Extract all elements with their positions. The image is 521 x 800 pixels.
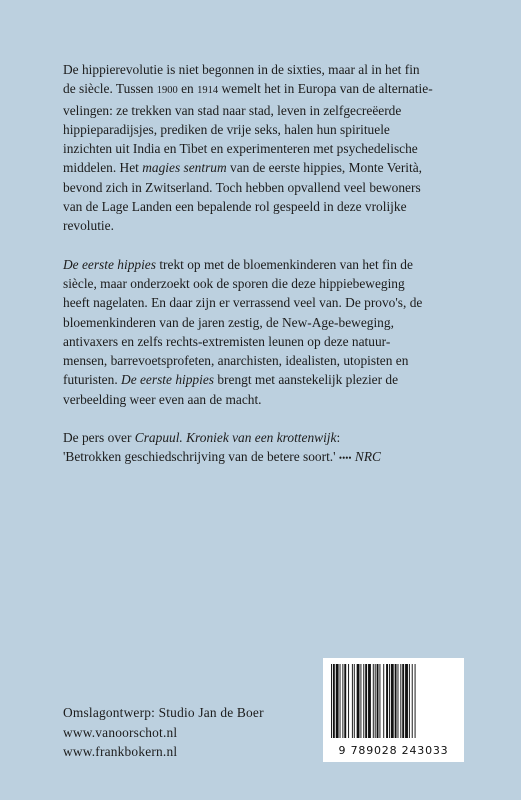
barcode-bar [344, 664, 346, 738]
text-line: De hippierevolutie is niet begonnen in de sixties, maar al in het fin [63, 62, 420, 77]
text-line: middelen. Het magies sentrum van de eerste hippies, Monte Verità, [63, 160, 423, 176]
text-line: 'Betrokken geschiedschrijving van de betere soort.' •••• NRC [63, 449, 381, 465]
text-line: de siècle. Tussen 1900 en 1914 wemelt het in Europa van de alternatie- [63, 81, 433, 97]
text-line: heeft nagelaten. En daar zijn er verrassend veel van. De provo's, de [63, 295, 423, 311]
press-quote [63, 428, 468, 469]
author-url: www.frankbokern.nl [63, 744, 178, 759]
cover-credits [63, 703, 293, 762]
text-line: De pers over Crapuul. Kroniek van een krottenwijk: [63, 430, 341, 446]
text-line: revolutie. [63, 218, 114, 234]
book-title: De eerste hippies [63, 256, 156, 272]
text-line: De eerste hippies trekt op met de bloemenkinderen van het fin de [63, 256, 413, 272]
barcode-bar [348, 664, 349, 738]
barcode-bar [354, 664, 355, 738]
quoted-book-title: Crapuul. Kroniek van een krottenwijk [134, 430, 337, 446]
text-line: van de Lage Landen een bepalende rol gespeeld in deze vrolijke [63, 199, 407, 215]
cover-design-credit: Omslagontwerp: Studio Jan de Boer [63, 705, 264, 720]
barcode-bar [352, 664, 353, 738]
blurb-paragraph-1 [63, 60, 468, 236]
barcode-bar [377, 664, 379, 738]
barcode-bar [368, 664, 371, 738]
text-line: mensen, barrevoetsprofeten, anarchisten, idealisten, utopisten en [63, 353, 409, 369]
barcode-bar [402, 664, 404, 738]
barcode-bar [340, 664, 341, 738]
barcode-bar [357, 664, 360, 738]
barcode-bar [383, 664, 384, 738]
text-line: futuristen. De eerste hippies brengt met aanstekelijk plezier de [63, 372, 399, 388]
barcode-bar [379, 664, 380, 738]
barcode-bar [333, 664, 335, 738]
barcode-bar [405, 664, 408, 738]
barcode-bar [365, 664, 367, 738]
text-line: hippieparadijsjes, prediken de vrije seks, halen hun spirituele [63, 121, 390, 137]
year-1914: 1914 [197, 85, 219, 97]
book-title: De eerste hippies [121, 372, 214, 388]
text-line: antivaxers en zelfs rechts-extremisten leunen op deze natuur- [63, 333, 391, 349]
text-line: inzichten uit India en Tibet en experimenteren met psychedelische [63, 141, 418, 157]
isbn-barcode [323, 658, 464, 762]
text-line: bloemenkinderen van de jaren zestig, de New-Age-beweging, [63, 314, 394, 330]
barcode-bar [398, 664, 399, 738]
year-1900: 1900 [156, 85, 178, 97]
back-cover-blurb [63, 60, 468, 488]
text-line: velingen: ze trekken van stad naar stad, leven in zelfgecreëerde [63, 102, 402, 118]
barcode-bar [412, 664, 413, 738]
barcode-bar [342, 664, 343, 738]
barcode-bar [336, 664, 339, 738]
text-line: siècle, maar onderzoekt ook de sporen die deze hippiebeweging [63, 275, 405, 291]
barcode-bar [415, 664, 416, 738]
text-line: verbeelding weer even aan de macht. [63, 391, 262, 407]
text-line: bevond zich in Zwitserland. Toch hebben opvallend veel bewoners [63, 179, 421, 195]
press-source: NRC [354, 449, 381, 465]
barcode-bar [375, 664, 376, 738]
barcode-bar [386, 664, 388, 738]
barcode-bar [391, 664, 394, 738]
barcode-bar [395, 664, 397, 738]
barcode-bar [409, 664, 410, 738]
barcode-bar [373, 664, 374, 738]
barcode-bar [331, 664, 332, 738]
barcode-bars [329, 664, 458, 738]
publisher-url: www.vanoorschot.nl [63, 724, 178, 740]
barcode-bar [389, 664, 390, 738]
rating-stars: •••• [338, 453, 352, 464]
isbn-number: 9 789028 243033 [338, 744, 449, 757]
blurb-paragraph-2 [63, 255, 468, 409]
barcode-bar [363, 664, 364, 738]
barcode-bar [400, 664, 401, 738]
barcode-bar [360, 664, 361, 738]
italic-term: magies sentrum [142, 160, 227, 176]
